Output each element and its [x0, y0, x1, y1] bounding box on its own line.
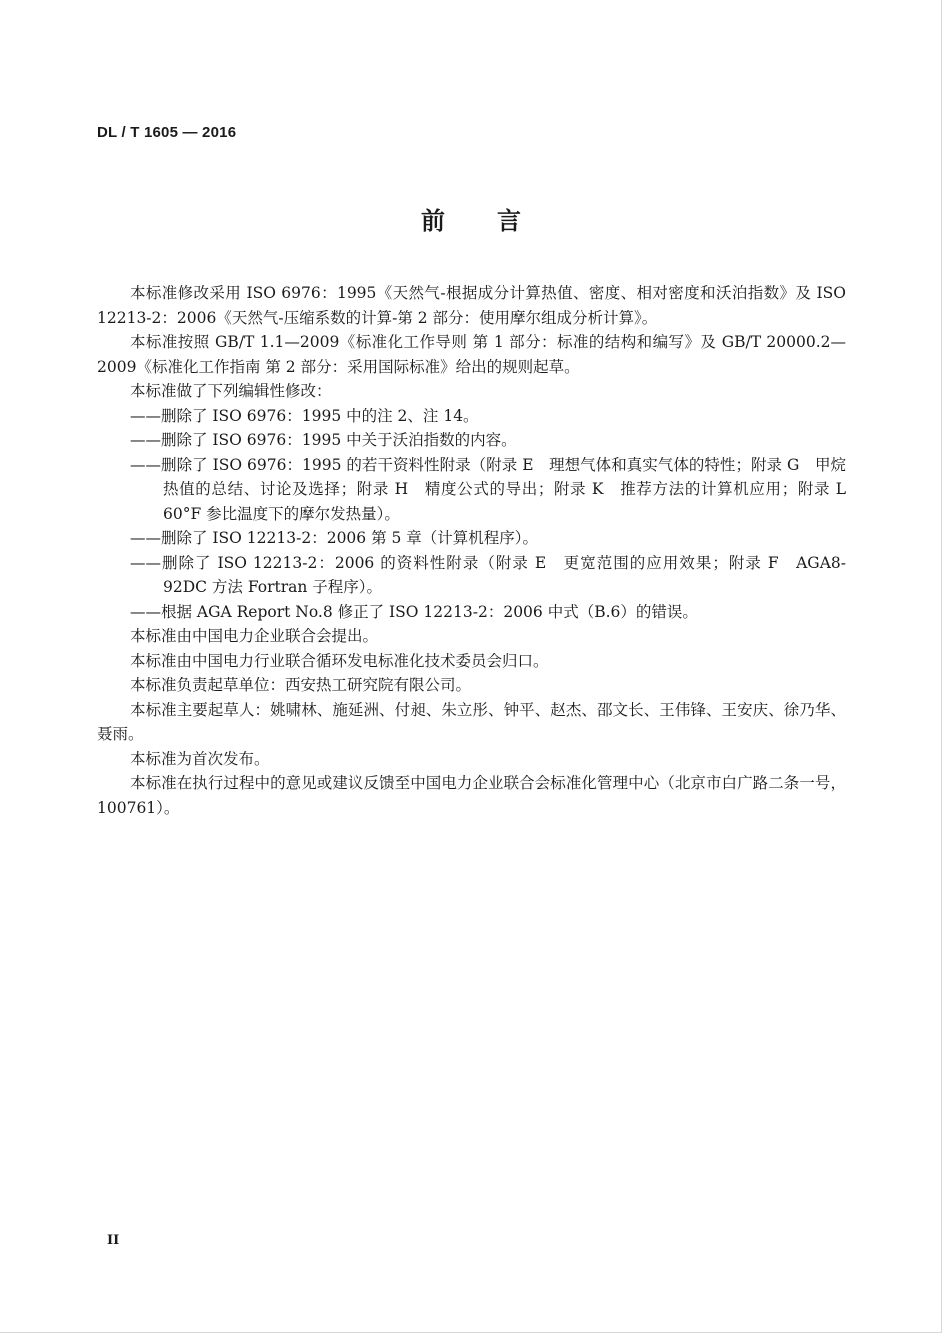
paragraph-feedback: 本标准在执行过程中的意见或建议反馈至中国电力企业联合会标准化管理中心（北京市白广路二条一号，100761）。	[97, 774, 846, 817]
list-item: ——删除了 ISO 6976：1995 中的注 2、注 14。	[130, 406, 479, 425]
paragraph-drafting-unit: 本标准负责起草单位：西安热工研究院有限公司。	[130, 676, 472, 694]
paragraph-drafters: 本标准主要起草人：姚啸林、施延洲、付昶、朱立彤、钟平、赵杰、邵文长、王伟锋、王安庆、徐乃华、聂雨。	[97, 700, 846, 743]
list-item: ——删除了 ISO 6976：1995 的若干资料性附录（附录 E 理想气体和真实气体的特性；附录 G 甲烷热值的总结、讨论及选择；附录 H 精度公式的导出；附录 K 推荐方法的计算机应用；附录 L 60°F 参比温度下的摩尔发热量）。	[130, 455, 846, 523]
list-item: ——根据 AGA Report No.8 修正了 ISO 12213-2：2006 中式（B.6）的错误。	[130, 602, 698, 621]
list-item: ——删除了 ISO 6976：1995 中关于沃泊指数的内容。	[130, 431, 517, 449]
page-number: II	[107, 1233, 120, 1248]
list-item: ——删除了 ISO 12213-2：2006 的资料性附录（附录 E 更宽范围的应用效果；附录 F AGA8-92DC 方法 Fortran 子程序）。	[130, 553, 846, 596]
paragraph-first-release: 本标准为首次发布。	[130, 749, 270, 768]
foreword-body	[97, 281, 846, 820]
list-item: ——删除了 ISO 12213-2：2006 第 5 章（计算机程序）。	[130, 529, 539, 547]
paragraph-proposer: 本标准由中国电力企业联合会提出。	[130, 627, 379, 645]
page-title: 前言	[421, 207, 573, 235]
paragraph-committee: 本标准由中国电力行业联合循环发电标准化技术委员会归口。	[130, 651, 549, 670]
paragraph-adoption: 本标准修改采用 ISO 6976：1995《天然气-根据成分计算热值、密度、相对密度和沃泊指数》及 ISO 12213-2：2006《天然气-压缩系数的计算-第 2 部分：使用摩尔组成分析计算》。	[97, 284, 846, 327]
document-code: DL / T 1605 — 2016	[97, 124, 237, 141]
paragraph-editorial-changes: 本标准做了下列编辑性修改：	[130, 382, 332, 400]
paragraph-drafting-rules: 本标准按照 GB/T 1.1—2009《标准化工作导则 第 1 部分：标准的结构和编写》及 GB/T 20000.2—2009《标准化工作指南 第 2 部分：采用国际标准》给出的规则起草。	[97, 333, 846, 376]
